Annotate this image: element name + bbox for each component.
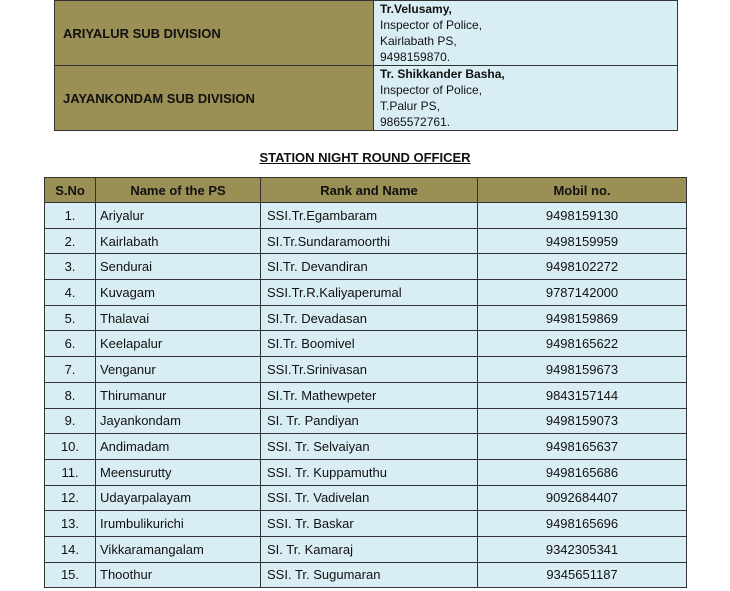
- officer-phone: 9498159870.: [380, 50, 451, 64]
- cell-rank-name: SSI.Tr.R.Kaliyaperumal: [261, 280, 478, 306]
- cell-sno: 5.: [45, 305, 96, 331]
- cell-mobile: 9498165637: [478, 434, 687, 460]
- cell-sno: 1.: [45, 203, 96, 229]
- cell-mobile: 9787142000: [478, 280, 687, 306]
- header-mobile: Mobil no.: [478, 178, 687, 203]
- cell-sno: 10.: [45, 434, 96, 460]
- cell-sno: 15.: [45, 562, 96, 588]
- cell-mobile: 9498159130: [478, 203, 687, 229]
- sub-division-officer: [374, 1, 678, 66]
- table-row: [45, 511, 687, 537]
- officer-name: Tr. Shikkander Basha,: [380, 67, 505, 81]
- officer-phone: 9865572761.: [380, 115, 451, 129]
- cell-mobile: 9498159869: [478, 305, 687, 331]
- cell-sno: 13.: [45, 511, 96, 537]
- cell-ps-name: Udayarpalayam: [96, 485, 261, 511]
- cell-ps-name: Meensurutty: [96, 459, 261, 485]
- table-row: [45, 254, 687, 280]
- table-row: [45, 536, 687, 562]
- sub-division-row: [55, 1, 678, 66]
- cell-rank-name: SSI. Tr. Selvaiyan: [261, 434, 478, 460]
- cell-rank-name: SI. Tr. Pandiyan: [261, 408, 478, 434]
- cell-rank-name: SI.Tr. Boomivel: [261, 331, 478, 357]
- cell-rank-name: SSI. Tr. Vadivelan: [261, 485, 478, 511]
- cell-rank-name: SI.Tr. Mathewpeter: [261, 382, 478, 408]
- sub-division-officer: [374, 66, 678, 131]
- cell-mobile: 9345651187: [478, 562, 687, 588]
- cell-ps-name: Thirumanur: [96, 382, 261, 408]
- cell-ps-name: Thalavai: [96, 305, 261, 331]
- cell-ps-name: Kuvagam: [96, 280, 261, 306]
- header-ps-name: Name of the PS: [96, 178, 261, 203]
- table-row: [45, 331, 687, 357]
- cell-mobile: 9498165696: [478, 511, 687, 537]
- cell-rank-name: SSI. Tr. Sugumaran: [261, 562, 478, 588]
- cell-mobile: 9498165686: [478, 459, 687, 485]
- officer-name: Tr.Velusamy,: [380, 2, 452, 16]
- cell-sno: 2.: [45, 228, 96, 254]
- cell-mobile: 9843157144: [478, 382, 687, 408]
- night-round-table: [44, 177, 687, 588]
- table-row: [45, 382, 687, 408]
- sub-division-name: ARIYALUR SUB DIVISION: [55, 1, 374, 66]
- cell-sno: 12.: [45, 485, 96, 511]
- cell-rank-name: SSI. Tr. Baskar: [261, 511, 478, 537]
- cell-sno: 8.: [45, 382, 96, 408]
- cell-mobile: 9498159073: [478, 408, 687, 434]
- cell-mobile: 9498102272: [478, 254, 687, 280]
- cell-ps-name: Andimadam: [96, 434, 261, 460]
- cell-mobile: 9498159673: [478, 357, 687, 383]
- cell-ps-name: Venganur: [96, 357, 261, 383]
- cell-mobile: 9092684407: [478, 485, 687, 511]
- officer-rank: Inspector of Police,: [380, 18, 483, 32]
- sub-division-name: JAYANKONDAM SUB DIVISION: [55, 66, 374, 131]
- sub-division-table: [54, 0, 678, 131]
- cell-sno: 14.: [45, 536, 96, 562]
- cell-ps-name: Vikkaramangalam: [96, 536, 261, 562]
- cell-sno: 9.: [45, 408, 96, 434]
- cell-ps-name: Irumbulikurichi: [96, 511, 261, 537]
- cell-rank-name: SSI.Tr.Srinivasan: [261, 357, 478, 383]
- cell-rank-name: SI.Tr. Devadasan: [261, 305, 478, 331]
- cell-mobile: 9498159959: [478, 228, 687, 254]
- cell-ps-name: Jayankondam: [96, 408, 261, 434]
- table-row: [45, 485, 687, 511]
- cell-rank-name: SSI. Tr. Kuppamuthu: [261, 459, 478, 485]
- cell-rank-name: SI.Tr. Devandiran: [261, 254, 478, 280]
- cell-mobile: 9498165622: [478, 331, 687, 357]
- cell-rank-name: SSI.Tr.Egambaram: [261, 203, 478, 229]
- cell-ps-name: Thoothur: [96, 562, 261, 588]
- cell-sno: 4.: [45, 280, 96, 306]
- table-row: [45, 228, 687, 254]
- header-rank-name: Rank and Name: [261, 178, 478, 203]
- officer-station: Kairlabath PS,: [380, 34, 457, 48]
- cell-sno: 11.: [45, 459, 96, 485]
- table-row: [45, 562, 687, 588]
- cell-sno: 7.: [45, 357, 96, 383]
- cell-rank-name: SI. Tr. Kamaraj: [261, 536, 478, 562]
- section-title: STATION NIGHT ROUND OFFICER: [259, 150, 471, 165]
- table-row: [45, 408, 687, 434]
- sub-division-row: [55, 66, 678, 131]
- cell-rank-name: SI.Tr.Sundaramoorthi: [261, 228, 478, 254]
- table-row: [45, 434, 687, 460]
- cell-ps-name: Ariyalur: [96, 203, 261, 229]
- cell-sno: 3.: [45, 254, 96, 280]
- cell-mobile: 9342305341: [478, 536, 687, 562]
- table-header-row: [45, 178, 687, 203]
- cell-sno: 6.: [45, 331, 96, 357]
- table-row: [45, 280, 687, 306]
- table-row: [45, 459, 687, 485]
- header-sno: S.No: [45, 178, 96, 203]
- table-row: [45, 203, 687, 229]
- table-row: [45, 305, 687, 331]
- cell-ps-name: Keelapalur: [96, 331, 261, 357]
- officer-rank: Inspector of Police,: [380, 83, 483, 97]
- cell-ps-name: Sendurai: [96, 254, 261, 280]
- table-row: [45, 357, 687, 383]
- cell-ps-name: Kairlabath: [96, 228, 261, 254]
- officer-station: T.Palur PS,: [380, 99, 441, 113]
